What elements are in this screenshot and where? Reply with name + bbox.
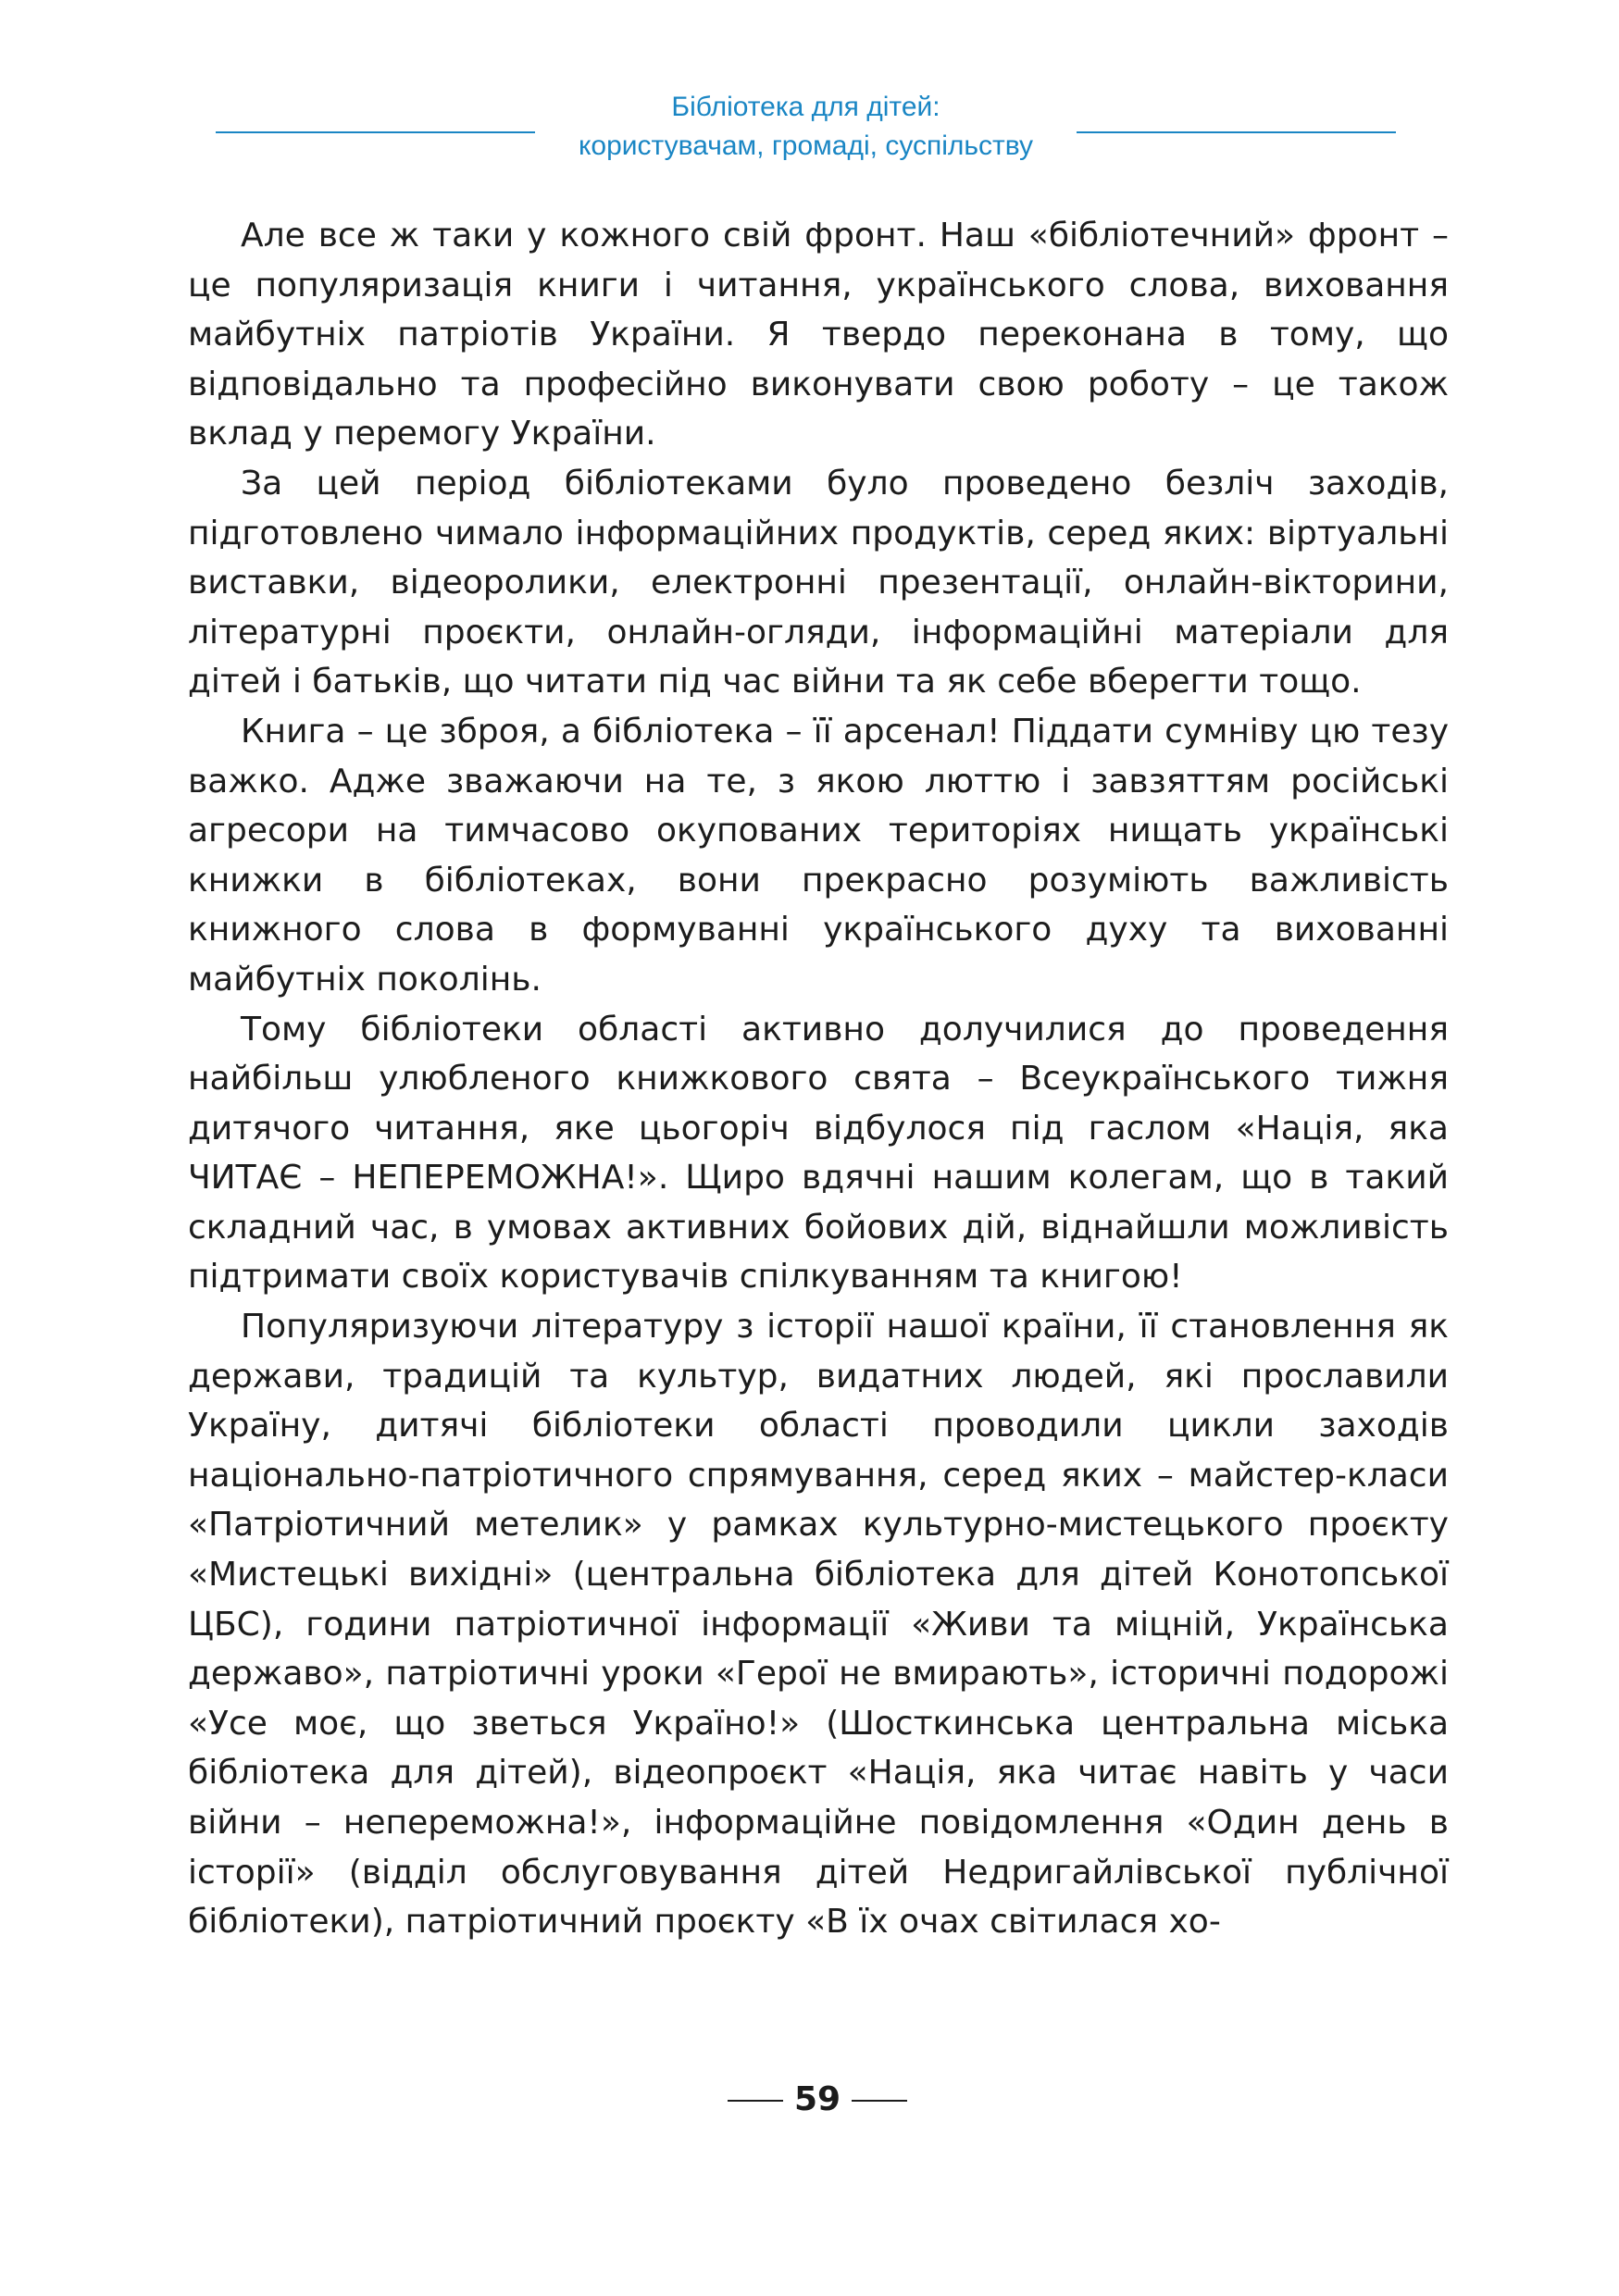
main-text	[188, 211, 1449, 1947]
paragraph: Тому бібліотеки області активно долучилися до проведення найбільш улюбленого книжкового свята – Всеукраїнського тижня дитячого читання, яке цьогоріч відбулося під гаслом «Нація, яка ЧИТАЄ – НЕПЕРЕМОЖНА!». Щиро вдячні нашим колегам, що в такий складний час, в умовах активних бойових дій, віднайшли можливість підтримати своїх користувачів спілкуванням та книгою!	[188, 1010, 1449, 1297]
header-rule-left	[216, 131, 535, 133]
paragraph: Книга – це зброя, а бібліотека – її арсенал! Піддати сумніву цю тезу важко. Адже зважаючи на те, з якою люттю і завзяттям російські агресори на тимчасово окупованих територіях нищать українські книжки в бібліотеках, вони прекрасно розуміють важливість книжного слова в формуванні українського духу та вихованні майбутніх поколінь.	[188, 712, 1449, 999]
page-footer	[0, 2073, 1619, 2128]
footer-rule-right	[852, 2100, 907, 2102]
running-header	[0, 88, 1619, 180]
running-header-title	[535, 88, 1077, 166]
header-title-line-1: Бібліотека для дітей:	[671, 92, 940, 122]
header-title-line-2: користувачам, громаді, суспільству	[578, 130, 1034, 161]
footer-rule-left	[728, 2100, 783, 2102]
paragraph: Але все ж таки у кожного свій фронт. Наш «бібліотечний» фронт – це популяризація книги і читання, українського слова, виховання майбутніх патріотів України. Я твердо переконана в тому, що відповідально та професійно виконувати свою роботу – це також вклад у перемогу України.	[188, 217, 1449, 453]
paragraph: Популяризуючи літературу з історії нашої країни, її становлення як держави, традицій та культур, видатних людей, які прославили Україну, дитячі бібліотеки області проводили цикли заходів національно-патріотичного спрямування, серед яких – майстер-класи «Патріотичний метелик» у рамках культурно-мистецького проєкту «Мистецькі вихідні» (центральна бібліотека для дітей Конотопської ЦБС), години патріотичної інформації «Живи та міцній, Українська державо», патріотичні уроки «Герої не вмирають», історичні подорожі «Усе моє, що зветься Україно!» (Шосткинська центральна міська бібліотека для дітей), відеопроєкт «Нація, яка читає навіть у часи війни – непереможна!», інформаційне повідомлення «Один день в історії» (відділ обслуговування дітей Недригайлівської публічної бібліотеки), патріотичний проєкту «В їх очах світилася хо-	[188, 1308, 1449, 1942]
header-rule-right	[1077, 131, 1396, 133]
page-number: 59	[793, 2080, 841, 2118]
paragraph: За цей період бібліотеками було проведено безліч заходів, підготовлено чимало інформаційних продуктів, серед яких: віртуальні виставки, відеоролики, електронні презентації, онлайн-вікторини, літературні проєкти, онлайн-огляди, інформаційні матеріали для дітей і батьків, що читати під час війни та як себе вберегти тощо.	[188, 464, 1449, 701]
